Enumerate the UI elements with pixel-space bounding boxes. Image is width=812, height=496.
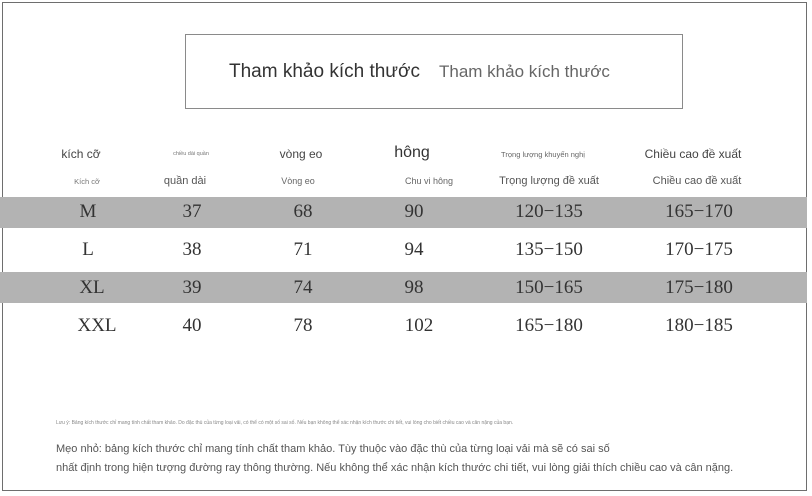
cell-length: 37 xyxy=(182,201,202,222)
cell-length: 39 xyxy=(182,277,202,298)
cell-hip: 90 xyxy=(404,201,424,222)
table-row xyxy=(0,315,807,346)
tip-note-line-1: Mẹo nhỏ: bảng kích thước chỉ mang tính chất tham khảo. Tùy thuộc vào đặc thù của từng loại vải mà sẽ có sai số xyxy=(56,443,610,455)
cell-waist: 71 xyxy=(293,239,313,260)
table-row xyxy=(0,239,807,270)
cell-hip: 94 xyxy=(404,239,424,260)
cell-waist: 68 xyxy=(293,201,313,222)
header-waist: vòng eo xyxy=(279,147,323,161)
subheader-hip: Chu vi hông xyxy=(404,176,454,186)
cell-size: L xyxy=(82,239,94,260)
header-pants-length: chiều dài quần xyxy=(173,151,209,157)
cell-height: 180−185 xyxy=(665,315,733,336)
cell-weight: 150−165 xyxy=(515,277,583,298)
table-row xyxy=(0,277,807,308)
page-subtitle: Tham khảo kích thước xyxy=(439,62,610,81)
subheader-height: Chiều cao đề xuất xyxy=(652,175,742,187)
fine-print-note: Lưu ý: Bảng kích thước chỉ mang tính chất tham khảo. Do đặc thù của từng loại vải, có thể có một số sai số. Nếu bạn không thể xác nhận kích thước chi tiết, vui lòng cho biết chiều cao và cân nặng của bạn. xyxy=(56,420,514,426)
cell-length: 40 xyxy=(182,315,202,336)
cell-length: 38 xyxy=(182,239,202,260)
table-row xyxy=(0,201,807,232)
cell-weight: 120−135 xyxy=(515,201,583,222)
header-hip: hông xyxy=(394,144,430,161)
subheader-size: Kích cỡ xyxy=(74,177,100,186)
cell-weight: 135−150 xyxy=(515,239,583,260)
header-size: kích cỡ xyxy=(61,147,101,161)
subheader-weight: Trọng lượng đề xuất xyxy=(499,175,599,187)
subheader-pants: quần dài xyxy=(163,175,207,187)
cell-hip: 102 xyxy=(404,315,434,336)
cell-waist: 74 xyxy=(293,277,313,298)
cell-height: 175−180 xyxy=(665,277,733,298)
header-recommended-height: Chiều cao đề xuất xyxy=(644,147,742,161)
cell-height: 170−175 xyxy=(665,239,733,260)
cell-size: XL xyxy=(79,277,105,298)
cell-weight: 165−180 xyxy=(515,315,583,336)
tip-note-line-2: nhất định trong hiện tượng đường ray thông thường. Nếu không thể xác nhận kích thước chi tiết, vui lòng giải thích chiều cao và cân nặng. xyxy=(56,462,734,474)
cell-waist: 78 xyxy=(293,315,313,336)
cell-height: 165−170 xyxy=(665,201,733,222)
cell-size: M xyxy=(79,201,97,222)
subheader-waist: Vòng eo xyxy=(281,176,315,186)
page-title: Tham khảo kích thước xyxy=(229,61,420,82)
header-recommended-weight: Trọng lượng khuyến nghị xyxy=(501,150,585,159)
cell-hip: 98 xyxy=(404,277,424,298)
cell-size: XXL xyxy=(77,315,117,336)
